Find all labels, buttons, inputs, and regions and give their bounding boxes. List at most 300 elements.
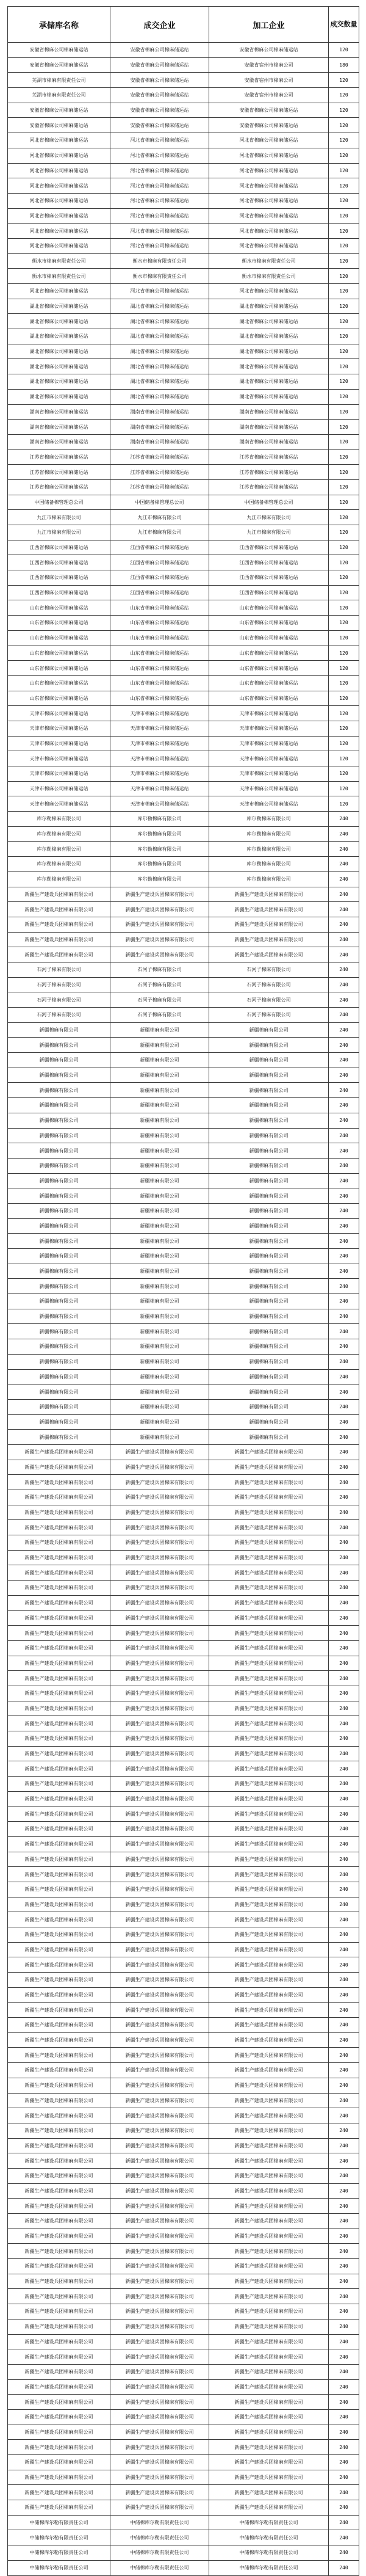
table-row [8, 1218, 359, 1234]
cell-buyer: 新疆生产建设兵团棉麻有限公司 [110, 1444, 209, 1460]
cell-warehouse: 新疆生产建设兵团棉麻有限公司 [8, 947, 110, 962]
cell-quantity: 120 [329, 465, 359, 480]
cell-buyer: 新疆生产建设兵团棉麻有限公司 [110, 2108, 209, 2123]
cell-quantity: 240 [329, 2530, 359, 2545]
cell-processor: 新疆棉麻有限公司 [209, 1354, 329, 1369]
cell-quantity: 120 [329, 103, 359, 118]
cell-warehouse: 新疆棉麻有限公司 [8, 1414, 110, 1430]
cell-warehouse: 库尔勒棉麻有限公司 [8, 826, 110, 842]
cell-processor: 新疆棉麻有限公司 [209, 1098, 329, 1113]
cell-buyer: 库尔勒棉麻有限公司 [110, 812, 209, 827]
cell-processor: 新疆生产建设兵团棉麻有限公司 [209, 2304, 329, 2319]
table-row [8, 2364, 359, 2379]
table-row [8, 1143, 359, 1159]
table-row [8, 1188, 359, 1204]
table-row [8, 826, 359, 842]
cell-warehouse: 湖北省棉麻公司棉麻储运站 [8, 359, 110, 374]
table-row [8, 2425, 359, 2440]
cell-processor: 新疆生产建设兵团棉麻有限公司 [209, 2425, 329, 2440]
cell-processor: 新疆棉麻有限公司 [209, 1414, 329, 1430]
cell-processor: 湖北省棉麻公司棉麻储运站 [209, 299, 329, 314]
cell-buyer: 新疆生产建设兵团棉麻有限公司 [110, 2259, 209, 2274]
cell-buyer: 江西省棉麻公司棉麻储运站 [110, 555, 209, 570]
cell-buyer: 新疆生产建设兵团棉麻有限公司 [110, 1581, 209, 1596]
cell-warehouse: 新疆棉麻有限公司 [8, 1369, 110, 1384]
table-row [8, 962, 359, 977]
table-row [8, 2485, 359, 2500]
cell-processor: 新疆棉麻有限公司 [209, 1309, 329, 1324]
header-quantity: 成交数量 [329, 7, 359, 43]
table-row [8, 2319, 359, 2334]
table-row [8, 284, 359, 299]
cell-buyer: 安徽省棉麻公司棉麻储运站 [110, 88, 209, 103]
cell-buyer: 衡水市棉麻有限责任公司 [110, 253, 209, 269]
cell-warehouse: 新疆生产建设兵团棉麻有限公司 [8, 2229, 110, 2244]
table-row [8, 2289, 359, 2304]
table-row [8, 208, 359, 224]
cell-warehouse: 新疆棉麻有限公司 [8, 1309, 110, 1324]
table-row [8, 2168, 359, 2183]
cell-warehouse: 新疆棉麻有限公司 [8, 1354, 110, 1369]
cell-quantity: 240 [329, 1399, 359, 1414]
cell-processor: 新疆生产建设兵团棉麻有限公司 [209, 1987, 329, 2003]
cell-buyer: 新疆棉麻有限公司 [110, 1264, 209, 1279]
cell-buyer: 天津市棉麻公司棉麻储运站 [110, 796, 209, 812]
cell-warehouse: 新疆棉麻有限公司 [8, 1234, 110, 1249]
cell-buyer: 新疆生产建设兵团棉麻有限公司 [110, 2455, 209, 2470]
table-row [8, 2229, 359, 2244]
cell-quantity: 240 [329, 2093, 359, 2108]
cell-buyer: 九江市棉麻有限公司 [110, 525, 209, 540]
cell-quantity: 240 [329, 1294, 359, 1309]
cell-quantity: 240 [329, 2108, 359, 2123]
cell-quantity: 240 [329, 1128, 359, 1143]
table-row [8, 1430, 359, 1445]
cell-warehouse: 天津市棉麻公司棉麻储运站 [8, 766, 110, 782]
cell-warehouse: 新疆生产建设兵团棉麻有限公司 [8, 887, 110, 902]
cell-quantity: 240 [329, 2183, 359, 2199]
table-row [8, 1973, 359, 1988]
cell-buyer: 新疆生产建设兵团棉麻有限公司 [110, 2409, 209, 2425]
cell-warehouse: 新疆生产建设兵团棉麻有限公司 [8, 1535, 110, 1551]
table-row [8, 2409, 359, 2425]
cell-buyer: 新疆生产建设兵团棉麻有限公司 [110, 2485, 209, 2500]
cell-warehouse: 新疆棉麻有限公司 [8, 1279, 110, 1294]
table-row [8, 1565, 359, 1581]
table-header [8, 7, 359, 43]
cell-warehouse: 新疆生产建设兵团棉麻有限公司 [8, 2500, 110, 2516]
cell-quantity: 120 [329, 495, 359, 510]
cell-processor: 新疆生产建设兵团棉麻有限公司 [209, 1777, 329, 1792]
cell-buyer: 新疆生产建设兵团棉麻有限公司 [110, 1912, 209, 1927]
cell-buyer: 新疆生产建设兵团棉麻有限公司 [110, 1460, 209, 1475]
cell-buyer: 湖北省棉麻公司棉麻储运站 [110, 329, 209, 344]
cell-warehouse: 中储棉库尔勒有限责任公司 [8, 2560, 110, 2575]
cell-processor: 新疆生产建设兵团棉麻有限公司 [209, 2364, 329, 2379]
cell-processor: 新疆生产建设兵团棉麻有限公司 [209, 1686, 329, 1701]
table-row [8, 2063, 359, 2078]
cell-warehouse: 新疆生产建设兵团棉麻有限公司 [8, 1822, 110, 1837]
cell-quantity: 120 [329, 540, 359, 555]
cell-processor: 新疆生产建设兵团棉麻有限公司 [209, 1806, 329, 1822]
cell-processor: 江西省棉麻公司棉麻储运站 [209, 570, 329, 586]
cell-quantity: 240 [329, 1897, 359, 1912]
cell-warehouse: 湖北省棉麻公司棉麻储运站 [8, 299, 110, 314]
cell-processor: 江苏省棉麻公司棉麻储运站 [209, 465, 329, 480]
table-row [8, 585, 359, 600]
cell-processor: 衡水市棉麻有限责任公司 [209, 253, 329, 269]
cell-warehouse: 石河子棉麻有限公司 [8, 977, 110, 992]
cell-buyer: 安徽省棉麻公司棉麻储运站 [110, 103, 209, 118]
cell-warehouse: 江西省棉麻公司棉麻储运站 [8, 570, 110, 586]
cell-processor: 湖北省棉麻公司棉麻储运站 [209, 344, 329, 359]
cell-buyer: 安徽省棉麻公司棉麻储运站 [110, 43, 209, 58]
table-row [8, 1444, 359, 1460]
cell-warehouse: 新疆生产建设兵团棉麻有限公司 [8, 1912, 110, 1927]
cell-quantity: 120 [329, 525, 359, 540]
cell-buyer: 江西省棉麻公司棉麻储运站 [110, 540, 209, 555]
cell-processor: 新疆生产建设兵团棉麻有限公司 [209, 2123, 329, 2138]
cell-buyer: 新疆生产建设兵团棉麻有限公司 [110, 1836, 209, 1852]
cell-processor: 石河子棉麻有限公司 [209, 1008, 329, 1023]
cell-warehouse: 新疆生产建设兵团棉麻有限公司 [8, 1791, 110, 1806]
table-row [8, 646, 359, 661]
cell-quantity: 240 [329, 2425, 359, 2440]
cell-buyer: 中储棉库尔勒有限责任公司 [110, 2530, 209, 2545]
cell-buyer: 新疆棉麻有限公司 [110, 1369, 209, 1384]
cell-processor: 安徽省棉麻公司棉麻储运站 [209, 43, 329, 58]
cell-warehouse: 新疆生产建设兵团棉麻有限公司 [8, 1581, 110, 1596]
cell-warehouse: 新疆生产建设兵团棉麻有限公司 [8, 2214, 110, 2229]
cell-buyer: 新疆棉麻有限公司 [110, 1249, 209, 1264]
cell-quantity: 240 [329, 1324, 359, 1339]
cell-warehouse: 新疆生产建设兵团棉麻有限公司 [8, 1505, 110, 1520]
cell-processor: 新疆生产建设兵团棉麻有限公司 [209, 2032, 329, 2048]
cell-buyer: 新疆生产建设兵团棉麻有限公司 [110, 902, 209, 917]
cell-quantity: 240 [329, 1008, 359, 1023]
cell-processor: 新疆生产建设兵团棉麻有限公司 [209, 2063, 329, 2078]
cell-quantity: 240 [329, 1203, 359, 1218]
cell-warehouse: 新疆生产建设兵团棉麻有限公司 [8, 1973, 110, 1988]
cell-processor: 新疆棉麻有限公司 [209, 1173, 329, 1188]
table-row [8, 57, 359, 73]
cell-buyer: 天津市棉麻公司棉麻储运站 [110, 781, 209, 796]
cell-buyer: 新疆生产建设兵团棉麻有限公司 [110, 1852, 209, 1867]
cell-quantity: 120 [329, 751, 359, 766]
cell-buyer: 天津市棉麻公司棉麻储运站 [110, 736, 209, 751]
header-warehouse: 承储库名称 [8, 7, 110, 43]
cell-quantity: 240 [329, 2319, 359, 2334]
cell-quantity: 240 [329, 1053, 359, 1068]
cell-warehouse: 湖北省棉麻公司棉麻储运站 [8, 314, 110, 329]
cell-processor: 石河子棉麻有限公司 [209, 992, 329, 1008]
table-row [8, 314, 359, 329]
cell-buyer: 石河子棉麻有限公司 [110, 1008, 209, 1023]
cell-warehouse: 河北省棉麻公司棉麻储运站 [8, 163, 110, 178]
cell-warehouse: 安徽省棉麻公司棉麻储运站 [8, 118, 110, 133]
cell-processor: 河北省棉麻公司棉麻储运站 [209, 193, 329, 208]
cell-quantity: 240 [329, 1701, 359, 1716]
cell-buyer: 新疆棉麻有限公司 [110, 1038, 209, 1053]
cell-buyer: 新疆棉麻有限公司 [110, 1294, 209, 1309]
cell-buyer: 新疆生产建设兵团棉麻有限公司 [110, 1897, 209, 1912]
cell-quantity: 120 [329, 585, 359, 600]
cell-processor: 新疆生产建设兵团棉麻有限公司 [209, 1520, 329, 1535]
cell-quantity: 120 [329, 796, 359, 812]
cell-buyer: 河北省棉麻公司棉麻储运站 [110, 224, 209, 239]
cell-quantity: 240 [329, 1279, 359, 1294]
table-row [8, 359, 359, 374]
table-row [8, 1399, 359, 1414]
cell-buyer: 新疆生产建设兵团棉麻有限公司 [110, 2153, 209, 2169]
cell-buyer: 新疆棉麻有限公司 [110, 1158, 209, 1173]
cell-quantity: 240 [329, 2259, 359, 2274]
table-row [8, 118, 359, 133]
cell-quantity: 240 [329, 2470, 359, 2485]
cell-quantity: 120 [329, 299, 359, 314]
table-row [8, 1324, 359, 1339]
cell-processor: 新疆生产建设兵团棉麻有限公司 [209, 1836, 329, 1852]
cell-warehouse: 江苏省棉麻公司棉麻储运站 [8, 479, 110, 495]
cell-warehouse: 新疆棉麻有限公司 [8, 1143, 110, 1159]
table-row [8, 1761, 359, 1777]
table-row [8, 1701, 359, 1716]
cell-warehouse: 新疆生产建设兵团棉麻有限公司 [8, 932, 110, 947]
cell-processor: 石河子棉麻有限公司 [209, 962, 329, 977]
table-row [8, 2560, 359, 2575]
cell-processor: 新疆生产建设兵团棉麻有限公司 [209, 1671, 329, 1686]
cell-quantity: 120 [329, 269, 359, 284]
cell-warehouse: 新疆生产建设兵团棉麻有限公司 [8, 2334, 110, 2349]
cell-buyer: 新疆生产建设兵团棉麻有限公司 [110, 1595, 209, 1610]
cell-buyer: 新疆生产建设兵团棉麻有限公司 [110, 1822, 209, 1837]
cell-quantity: 240 [329, 2289, 359, 2304]
cell-processor: 新疆棉麻有限公司 [209, 1324, 329, 1339]
table-row [8, 1234, 359, 1249]
table-row [8, 1249, 359, 1264]
cell-buyer: 新疆生产建设兵团棉麻有限公司 [110, 1806, 209, 1822]
cell-processor: 山东省棉麻公司棉麻储运站 [209, 646, 329, 661]
cell-warehouse: 新疆生产建设兵团棉麻有限公司 [8, 1701, 110, 1716]
cell-quantity: 120 [329, 389, 359, 404]
cell-warehouse: 安徽省棉麻公司棉麻储运站 [8, 57, 110, 73]
cell-buyer: 新疆生产建设兵团棉麻有限公司 [110, 1686, 209, 1701]
cell-processor: 石河子棉麻有限公司 [209, 977, 329, 992]
cell-quantity: 120 [329, 193, 359, 208]
cell-processor: 新疆棉麻有限公司 [209, 1264, 329, 1279]
table-row [8, 1279, 359, 1294]
cell-quantity: 240 [329, 1414, 359, 1430]
cell-processor: 新疆生产建设兵团棉麻有限公司 [209, 2229, 329, 2244]
table-row [8, 630, 359, 646]
cell-processor: 山东省棉麻公司棉麻储运站 [209, 661, 329, 676]
cell-warehouse: 新疆生产建设兵团棉麻有限公司 [8, 1867, 110, 1882]
table-row [8, 1550, 359, 1565]
cell-buyer: 新疆生产建设兵团棉麻有限公司 [110, 2199, 209, 2214]
cell-buyer: 石河子棉麻有限公司 [110, 962, 209, 977]
cell-buyer: 新疆生产建设兵团棉麻有限公司 [110, 2440, 209, 2455]
cell-warehouse: 新疆生产建设兵团棉麻有限公司 [8, 2485, 110, 2500]
table-row [8, 1354, 359, 1369]
cell-warehouse: 新疆生产建设兵团棉麻有限公司 [8, 2032, 110, 2048]
cell-processor: 新疆生产建设兵团棉麻有限公司 [209, 1565, 329, 1581]
cell-warehouse: 库尔勒棉麻有限公司 [8, 812, 110, 827]
cell-buyer: 新疆生产建设兵团棉麻有限公司 [110, 1610, 209, 1626]
cell-warehouse: 新疆生产建设兵团棉麻有限公司 [8, 2470, 110, 2485]
cell-quantity: 240 [329, 2199, 359, 2214]
table-row [8, 932, 359, 947]
cell-quantity: 120 [329, 118, 359, 133]
cell-quantity: 240 [329, 1746, 359, 1761]
table-row [8, 947, 359, 962]
cell-processor: 新疆生产建设兵团棉麻有限公司 [209, 1550, 329, 1565]
cell-buyer: 新疆生产建设兵团棉麻有限公司 [110, 887, 209, 902]
cell-quantity: 240 [329, 2500, 359, 2516]
cell-processor: 新疆棉麻有限公司 [209, 1083, 329, 1098]
cell-warehouse: 新疆生产建设兵团棉麻有限公司 [8, 1565, 110, 1581]
cell-warehouse: 新疆棉麻有限公司 [8, 1038, 110, 1053]
header-buyer: 成交企业 [110, 7, 209, 43]
table-row [8, 751, 359, 766]
cell-quantity: 240 [329, 1942, 359, 1957]
cell-warehouse: 中储棉库尔勒有限责任公司 [8, 2515, 110, 2530]
cell-processor: 新疆生产建设兵团棉麻有限公司 [209, 2409, 329, 2425]
cell-warehouse: 河北省棉麻公司棉麻储运站 [8, 208, 110, 224]
cell-processor: 安徽省宿州市棉麻公司 [209, 73, 329, 88]
cell-quantity: 120 [329, 238, 359, 253]
cell-warehouse: 新疆生产建设兵团棉麻有限公司 [8, 1897, 110, 1912]
cell-warehouse: 新疆生产建设兵团棉麻有限公司 [8, 1640, 110, 1656]
table-row [8, 1671, 359, 1686]
cell-processor: 新疆生产建设兵团棉麻有限公司 [209, 947, 329, 962]
cell-quantity: 120 [329, 73, 359, 88]
cell-buyer: 河北省棉麻公司棉麻储运站 [110, 148, 209, 163]
table-row [8, 2379, 359, 2395]
cell-quantity: 240 [329, 1384, 359, 1400]
cell-warehouse: 新疆生产建设兵团棉麻有限公司 [8, 1987, 110, 2003]
cell-processor: 新疆棉麻有限公司 [209, 1188, 329, 1204]
cell-buyer: 江西省棉麻公司棉麻储运站 [110, 570, 209, 586]
cell-processor: 库尔勒棉麻有限公司 [209, 857, 329, 872]
cell-warehouse: 湖北省棉麻公司棉麻储运站 [8, 344, 110, 359]
cell-warehouse: 新疆棉麻有限公司 [8, 1098, 110, 1113]
cell-processor: 河北省棉麻公司棉麻储运站 [209, 208, 329, 224]
cell-quantity: 240 [329, 1882, 359, 1897]
table-row [8, 842, 359, 857]
cell-processor: 湖北省棉麻公司棉麻储运站 [209, 389, 329, 404]
table-row [8, 1716, 359, 1731]
cell-buyer: 湖北省棉麻公司棉麻储运站 [110, 344, 209, 359]
cell-processor: 衡水市棉麻有限责任公司 [209, 269, 329, 284]
cell-buyer: 新疆生产建设兵团棉麻有限公司 [110, 2063, 209, 2078]
cell-processor: 新疆生产建设兵团棉麻有限公司 [209, 2168, 329, 2183]
cell-warehouse: 江西省棉麻公司棉麻储运站 [8, 555, 110, 570]
cell-buyer: 湖南省棉麻公司棉麻储运站 [110, 420, 209, 435]
table-row [8, 269, 359, 284]
cell-quantity: 240 [329, 1822, 359, 1837]
cell-processor: 新疆生产建设兵团棉麻有限公司 [209, 932, 329, 947]
table-row [8, 540, 359, 555]
cell-processor: 山东省棉麻公司棉麻储运站 [209, 675, 329, 691]
cell-quantity: 240 [329, 2304, 359, 2319]
cell-buyer: 湖南省棉麻公司棉麻储运站 [110, 434, 209, 449]
cell-quantity: 240 [329, 1731, 359, 1747]
cell-buyer: 新疆棉麻有限公司 [110, 1173, 209, 1188]
cell-processor: 库尔勒棉麻有限公司 [209, 812, 329, 827]
cell-warehouse: 新疆生产建设兵团棉麻有限公司 [8, 1716, 110, 1731]
cell-quantity: 240 [329, 1218, 359, 1234]
cell-buyer: 库尔勒棉麻有限公司 [110, 857, 209, 872]
cell-quantity: 120 [329, 344, 359, 359]
cell-quantity: 240 [329, 1912, 359, 1927]
table-row [8, 736, 359, 751]
cell-buyer: 山东省棉麻公司棉麻储运站 [110, 691, 209, 706]
cell-buyer: 湖北省棉麻公司棉麻储运站 [110, 314, 209, 329]
cell-buyer: 新疆生产建设兵团棉麻有限公司 [110, 2334, 209, 2349]
cell-buyer: 江苏省棉麻公司棉麻储运站 [110, 449, 209, 465]
cell-quantity: 240 [329, 1444, 359, 1460]
table-row [8, 193, 359, 208]
cell-warehouse: 安徽省棉麻公司棉麻储运站 [8, 103, 110, 118]
cell-quantity: 240 [329, 1188, 359, 1204]
table-row [8, 1369, 359, 1384]
table-row [8, 2470, 359, 2485]
cell-warehouse: 河北省棉麻公司棉麻储运站 [8, 133, 110, 148]
cell-processor: 新疆生产建设兵团棉麻有限公司 [209, 2183, 329, 2199]
cell-quantity: 240 [329, 1595, 359, 1610]
table-row [8, 1068, 359, 1083]
cell-buyer: 新疆生产建设兵团棉麻有限公司 [110, 2425, 209, 2440]
cell-warehouse: 新疆棉麻有限公司 [8, 1218, 110, 1234]
cell-buyer: 新疆生产建设兵团棉麻有限公司 [110, 1550, 209, 1565]
table-row [8, 555, 359, 570]
cell-warehouse: 新疆生产建设兵团棉麻有限公司 [8, 1686, 110, 1701]
cell-buyer: 新疆生产建设兵团棉麻有限公司 [110, 2018, 209, 2033]
cell-processor: 新疆生产建设兵团棉麻有限公司 [209, 2138, 329, 2153]
table-row [8, 1581, 359, 1596]
cell-warehouse: 新疆生产建设兵团棉麻有限公司 [8, 1746, 110, 1761]
table-row [8, 1882, 359, 1897]
cell-buyer: 新疆生产建设兵团棉麻有限公司 [110, 1746, 209, 1761]
table-row [8, 1942, 359, 1957]
cell-buyer: 新疆生产建设兵团棉麻有限公司 [110, 1882, 209, 1897]
cell-warehouse: 新疆生产建设兵团棉麻有限公司 [8, 2319, 110, 2334]
cell-processor: 天津市棉麻公司棉麻储运站 [209, 751, 329, 766]
table-row [8, 103, 359, 118]
cell-warehouse: 山东省棉麻公司棉麻储运站 [8, 616, 110, 631]
cell-processor: 新疆棉麻有限公司 [209, 1218, 329, 1234]
cell-warehouse: 天津市棉麻公司棉麻储运站 [8, 706, 110, 721]
cell-buyer: 新疆生产建设兵团棉麻有限公司 [110, 2003, 209, 2018]
cell-warehouse: 湖北省棉麻公司棉麻储运站 [8, 389, 110, 404]
cell-warehouse: 山东省棉麻公司棉麻储运站 [8, 691, 110, 706]
table-row [8, 1128, 359, 1143]
cell-processor: 新疆生产建设兵团棉麻有限公司 [209, 1746, 329, 1761]
table-row [8, 1897, 359, 1912]
cell-warehouse: 安徽省棉麻公司棉麻储运站 [8, 43, 110, 58]
cell-processor: 新疆生产建设兵团棉麻有限公司 [209, 1882, 329, 1897]
cell-buyer: 湖北省棉麻公司棉麻储运站 [110, 359, 209, 374]
cell-buyer: 新疆生产建设兵团棉麻有限公司 [110, 947, 209, 962]
cell-processor: 新疆生产建设兵团棉麻有限公司 [209, 2334, 329, 2349]
cell-buyer: 新疆生产建设兵团棉麻有限公司 [110, 1973, 209, 1988]
cell-quantity: 240 [329, 1957, 359, 1973]
cell-processor: 新疆生产建设兵团棉麻有限公司 [209, 2199, 329, 2214]
cell-processor: 新疆生产建设兵团棉麻有限公司 [209, 2274, 329, 2289]
table-row [8, 1656, 359, 1671]
table-row [8, 1022, 359, 1038]
cell-buyer: 新疆棉麻有限公司 [110, 1354, 209, 1369]
